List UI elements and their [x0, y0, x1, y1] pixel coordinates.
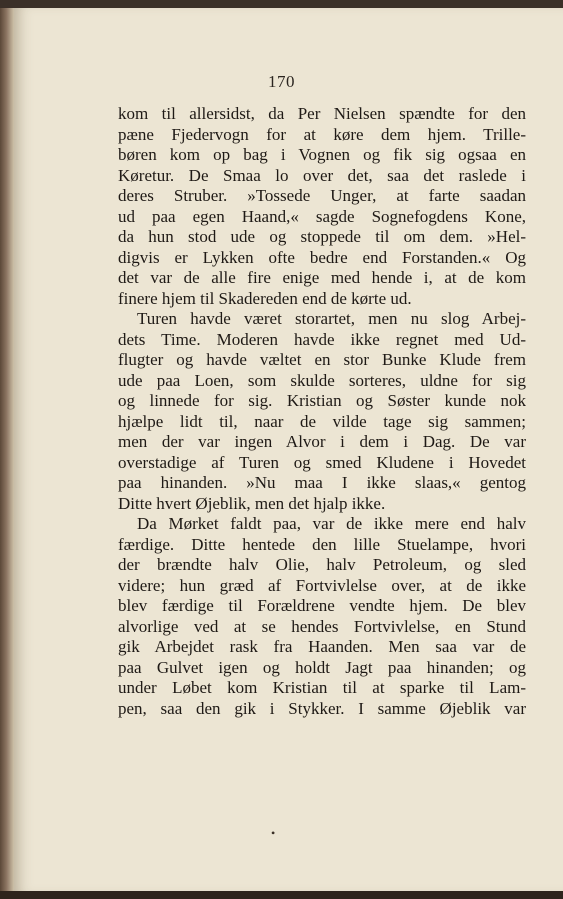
text-line: færdige. Ditte hentede den lille Stuelampe, hvori	[118, 534, 526, 554]
body-text	[118, 104, 526, 719]
bottom-page-edge	[0, 891, 563, 899]
text-line: men der var ingen Alvor i dem i Dag. De var	[118, 432, 526, 451]
text-line: Køretur. De Smaa lo over det, saa det raslede i	[118, 165, 526, 185]
text-line: deres Struber. »Tossede Unger, at farte saadan	[118, 186, 526, 205]
text-line: da hun stod ude og stoppede til om dem. »Hel-	[118, 227, 526, 246]
text-line: Da Mørket faldt paa, var de ikke mere end halv	[137, 514, 526, 533]
text-line: ude paa Loen, som skulde sorteres, uldne for sig	[118, 370, 526, 390]
text-line: der brændte halv Olie, halv Petroleum, og sled	[118, 555, 526, 574]
text-line: videre; hun græd af Fortvivlelse over, at de ikke	[118, 575, 526, 595]
text-line: kom til allersidst, da Per Nielsen spændte for den	[118, 104, 526, 123]
text-line: pen, saa den gik i Stykker. I samme Øjeblik var	[118, 698, 526, 718]
text-line: Ditte hvert Øjeblik, men det hjalp ikke.	[118, 493, 386, 513]
text-line: dets Time. Moderen havde ikke regnet med Ud-	[118, 329, 526, 349]
text-line: det var de alle fire enige med hende i, at de kom	[118, 268, 526, 287]
text-line: ud paa egen Haand,« sagde Sognefogdens Kone,	[118, 206, 526, 226]
text-line: digvis er Lykken ofte bedre end Forstanden.« Og	[118, 247, 526, 267]
text-line: under Løbet kom Kristian til at sparke til Lam-	[118, 678, 526, 697]
text-line: pæne Fjedervogn for at køre dem hjem. Trille-	[118, 124, 526, 144]
ink-speck: •	[271, 826, 276, 840]
top-page-edge	[0, 0, 563, 8]
text-line: overstadige af Turen og smed Kludene i Hovedet	[118, 452, 526, 472]
text-line: gik Arbejdet rask fra Haanden. Men saa var de	[118, 637, 526, 656]
text-line: hjælpe lidt til, naar de vilde tage sig sammen;	[118, 411, 526, 431]
text-line: og linnede for sig. Kristian og Søster kunde nok	[118, 391, 526, 410]
text-line: flugter og havde væltet en stor Bunke Klude frem	[118, 350, 526, 369]
text-line: finere hjem til Skadereden end de kørte ud.	[118, 288, 412, 308]
text-line: paa Gulvet igen og holdt Jagt paa hinanden; og	[118, 657, 526, 677]
text-line: børen kom op bag i Vognen og fik sig ogsaa en	[118, 145, 526, 164]
text-line: alvorlige ved at se hendes Fortvivlelse, en Stund	[118, 616, 526, 636]
text-line: Turen havde været storartet, men nu slog Arbej-	[137, 309, 526, 328]
page-number: 170	[268, 72, 295, 91]
text-line: paa hinanden. »Nu maa I ikke slaas,« gentog	[118, 473, 526, 492]
text-line: blev færdige til Forældrene vendte hjem. De blev	[118, 596, 526, 615]
